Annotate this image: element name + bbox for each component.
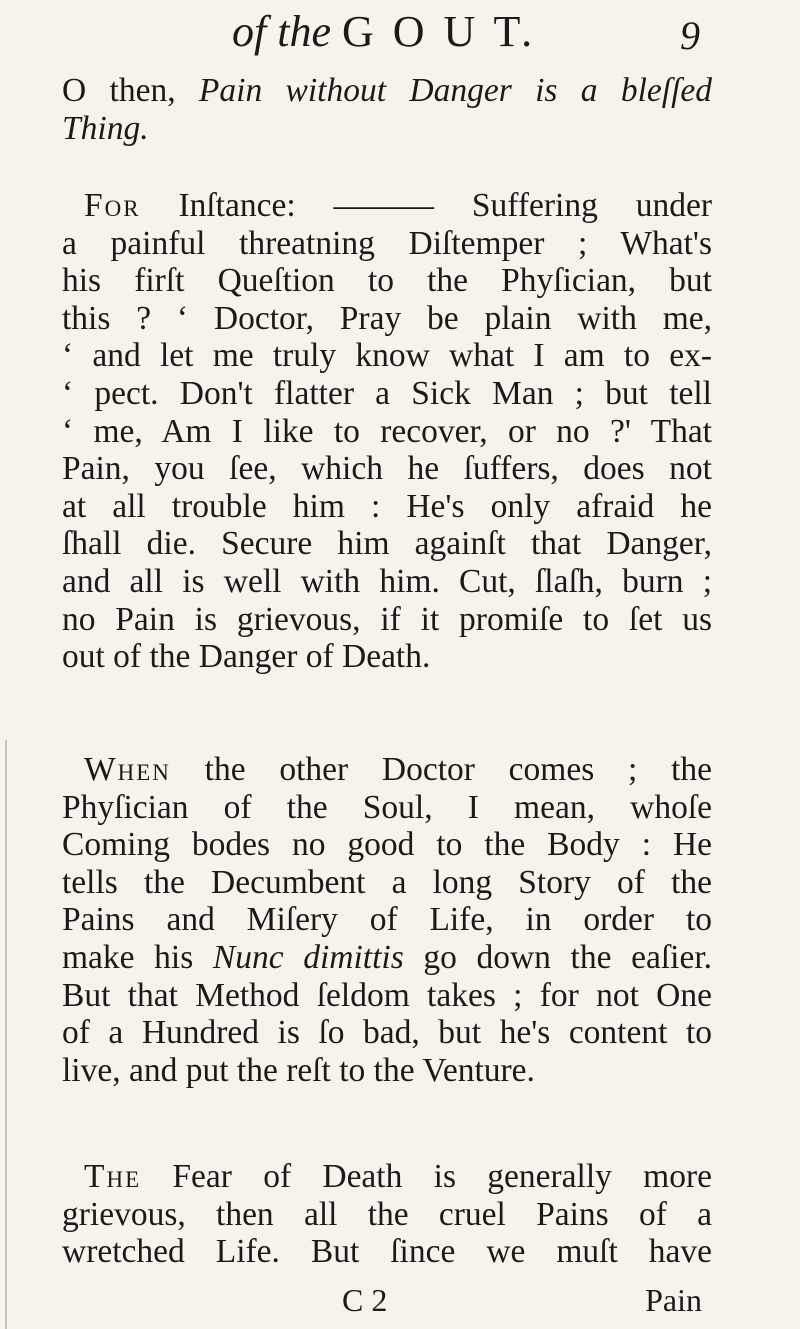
text-line: The Fear of Death is generally more <box>84 1158 712 1195</box>
catchword: Pain <box>645 1282 702 1318</box>
paragraph-2 <box>62 187 712 676</box>
text-line: For Inſtance: ——— Suffering under <box>84 187 712 224</box>
text-line: and all is well with him. Cut, ſlaſh, burn ; <box>62 562 712 600</box>
text-line: no Pain is grievous, if it promiſe to ſet us <box>62 600 712 638</box>
text-line: Pains and Miſery of Life, in order to <box>62 901 712 939</box>
page-footer <box>62 1280 712 1320</box>
text-line: a painful threatning Diſtemper ; What's <box>62 224 712 262</box>
text-line: wretched Life. But ſince we muſt have <box>62 1233 712 1271</box>
text-line: Thing. <box>62 109 149 147</box>
text-line: But that Method ſeldom takes ; for not One <box>62 976 712 1014</box>
text-line: at all trouble him : He's only afraid he <box>62 487 712 525</box>
text-line: grievous, then all the cruel Pains of a <box>62 1195 712 1233</box>
running-head <box>232 4 702 60</box>
text-line: ‘ me, Am I like to recover, or no ?' That <box>62 412 712 450</box>
text-line: Pain, you ſee, which he ſuffers, does not <box>62 450 712 488</box>
text-line: Phyſician of the Soul, I mean, whoſe <box>62 788 712 826</box>
text-line: ſhall die. Secure him againſt that Danger, <box>62 525 712 563</box>
text-line: of a Hundred is ſo bad, but he's content to <box>62 1014 712 1052</box>
margin-shadow-line <box>5 740 7 1329</box>
text-line: tells the Decumbent a long Story of the <box>62 863 712 901</box>
text-line: his firſt Queſtion to the Phyſician, but <box>62 262 712 300</box>
running-head-prefix: of the <box>232 7 331 56</box>
text-line: ‘ pect. Don't flatter a Sick Man ; but tell <box>62 374 712 412</box>
text-line: live, and put the reſt to the Venture. <box>62 1051 535 1089</box>
text-line: out of the Danger of Death. <box>62 638 431 676</box>
paragraph-3 <box>62 751 712 1089</box>
running-head-title: G O U T. <box>341 7 537 56</box>
text-line: When the other Doctor comes ; the <box>84 751 712 788</box>
paragraph-4 <box>62 1158 712 1271</box>
text-line: O then, Pain without Danger is a bleſſed <box>62 72 712 109</box>
text-line: make his Nunc dimittis go down the eaſier. <box>62 938 713 976</box>
signature-mark: C 2 <box>342 1282 388 1318</box>
text-line: Coming bodes no good to the Body : He <box>62 826 712 864</box>
paragraph-1 <box>62 72 712 147</box>
page-number: 9 <box>680 13 700 58</box>
text-line: ‘ and let me truly know what I am to ex- <box>62 337 712 375</box>
text-line: this ? ‘ Doctor, Pray be plain with me, <box>62 299 712 337</box>
